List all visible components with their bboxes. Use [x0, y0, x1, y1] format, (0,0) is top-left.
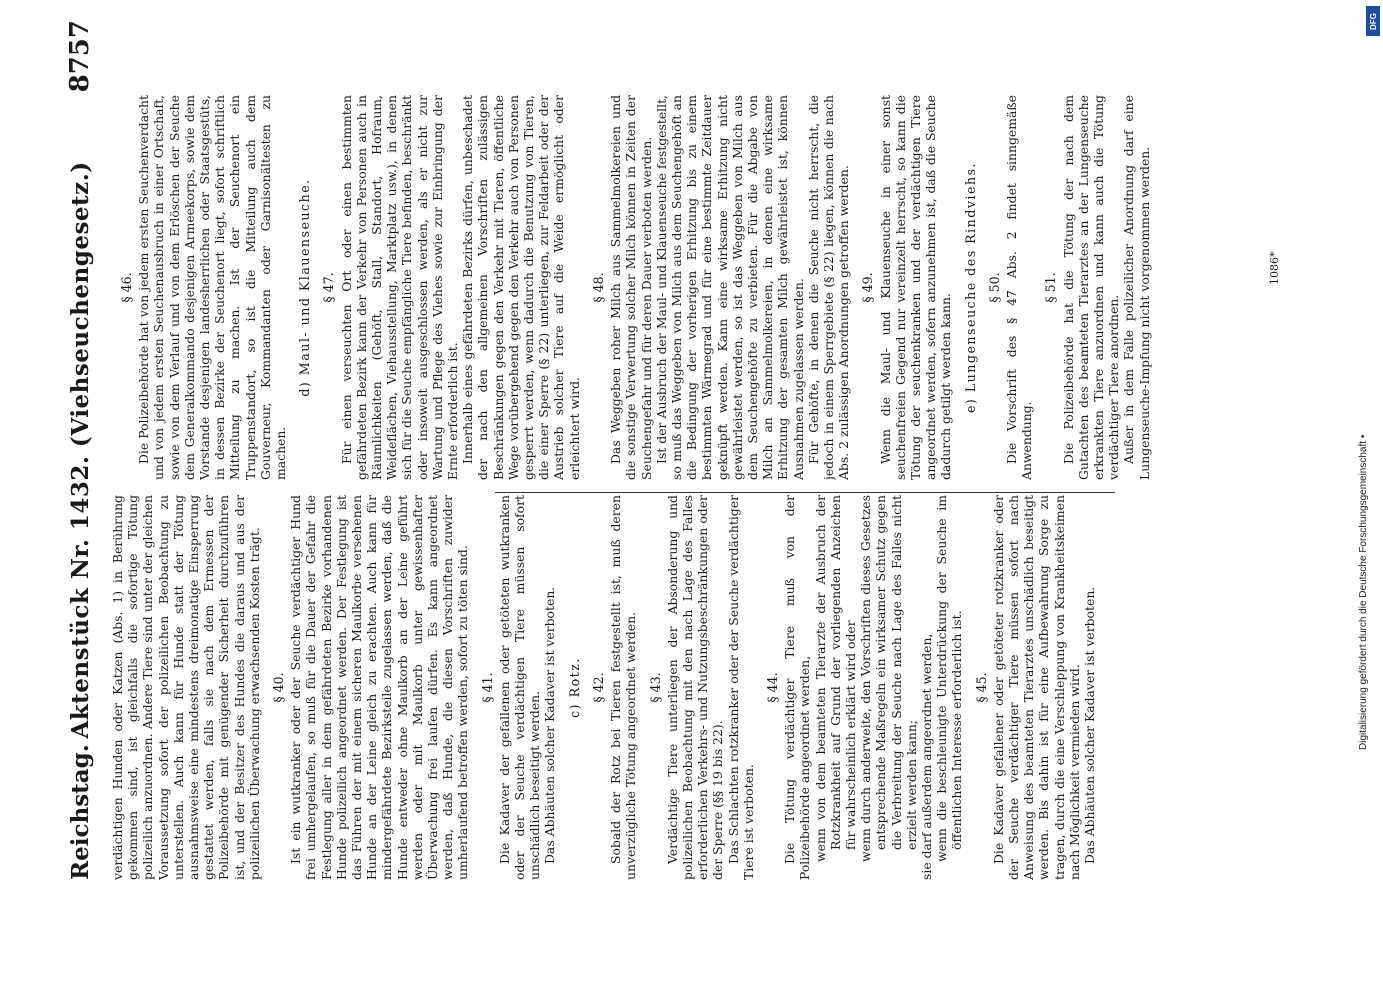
header-left: Reichstag.	[66, 744, 94, 880]
page-header	[60, 20, 100, 880]
paragraph: Ist ein wutkranker oder der Seuche verdächtiger Hund frei umhergelaufen, so muß für die Dauer der Gefahr die Festlegung aller in dem gefährdeten Bezirke vorhandenen Hunde polizeilich angeordnet werden. Der Festlegung ist das Führen der mit einem sicheren Maulkorbe versehenen Hunde an der Leine gleich zu erachten. Auch kann für mindergefährdete Bezirksteile zugelassen werden, daß die Hunde entweder ohne Maulkorb an der Leine geführt werden oder mit Maulkorb unter gewissenhafter Überwachung frei laufen dürfen. Es kann angeordnet werden, daß Hunde, die diesen Vorschriften zuwider umherlaufend betroffen werden, sofort zu töten sind.	[288, 495, 471, 880]
paragraph: Die Kadaver gefallener oder getöteter rotzkranker oder der Seuche verdächtiger Tiere müssen sofort nach Anweisung des beamteten Tierarztes unschädlich beseitigt werden. Bis dahin ist für eine Aufbewahrung Sorge zu tragen, durch die eine Verschleppung von Krankheitskeimen nach Möglichkeit vermieden wird.	[990, 495, 1082, 880]
digitization-note	[1356, 250, 1374, 750]
section-heading: § 42.	[590, 672, 606, 703]
section-heading: § 48.	[590, 272, 606, 303]
section-heading: § 47.	[321, 272, 337, 303]
list-item: wenn die beschleunigte Unterdrückung der Seuche im öffentlichen Interesse erforderlich ist.	[934, 495, 965, 862]
list-item: wenn von dem beamteten Tierarzte der Ausbruch der Rotzkrankheit auf Grund der vorliegenden Anzeichen für wahrscheinlich erklärt wird oder	[812, 495, 858, 862]
subsection-heading: c) Rotz.	[566, 657, 582, 718]
right-column	[110, 95, 1280, 480]
paragraph: Das Abhäuten solcher Kadaver ist verboten.	[542, 586, 558, 864]
paragraph: Die Polizeibehörde hat von jedem ersten Seuchenverdacht und von jedem ersten Seuchenausbruch in einer Ortschaft, sowie von dem Verlauf und von dem Erlöschen der Seuche dem Generalkommando desjenigen Armeekorps, sowie dem Vorstande desjenigen landesherrlichen oder Staatsgestüts, in dessen Bezirke der Seuchenort liegt, sofort schriftlich Mitteilung zu machen. Ist der Seuchenort ein Truppenstandort, so ist die Mitteilung auch dem Gouverneur, Kommandanten oder Garnisonältesten zu machen.	[136, 95, 289, 480]
dfg-logo-text: DFG	[1368, 12, 1378, 30]
paragraph: Innerhalb eines gefährdeten Bezirks dürfen, unbeschadet der nach den allgemeinen Vorschriften zulässigen Beschränkungen gegen den Verkehr mit Tieren, öffentliche Wege vorübergehend gegen den Verkehr auch von Personen gesperrt werden, wenn dadurch die Benutzung von Tieren, die einer Sperre (§ 22) unterliegen, zur Feldarbeit oder der Austrieb solcher Tiere auf die Weide ermöglicht oder erleichtert wird.	[460, 95, 582, 480]
left-column	[110, 495, 1280, 880]
paragraph: Die Vorschrift des § 47 Abs. 2 findet sinngemäße Anwendung.	[1003, 95, 1035, 480]
paragraph: Sobald der Rotz bei Tieren festgestellt ist, muß deren unverzügliche Tötung angeordnet werden.	[608, 495, 639, 880]
list-item: wenn durch anderweite, den Vorschriften dieses Gesetzes entsprechende Maßregeln ein wirksamer Schutz gegen die Verbreitung der Seuche nach Lage des Falles nicht erzielt werden kann;	[858, 495, 919, 862]
paragraph: Die Kadaver der gefallenen oder getöteten wutkranken oder der Seuche verdächtigen Tiere müssen sofort unschädlich beseitigt werden.	[496, 495, 543, 880]
section-heading: § 46.	[119, 272, 134, 303]
dfg-logo-icon	[1366, 6, 1380, 36]
signature-mark: 1086*	[1268, 251, 1281, 285]
paragraph: Für Gehöfte, in denen die Seuche nicht herrscht, die jedoch in einem Sperrgebiete (§ 22) liegen, können die nach Abs. 2 zulässigen Anordnungen getroffen werden.	[805, 95, 852, 480]
paragraph: Außer in dem Falle polizeilicher Anordnung darf eine Lungenseuche-Impfung nicht vorgenommen werden.	[1121, 95, 1152, 480]
paragraph: verdächtigen Hunden oder Katzen (Abs. 1) in Berührung gekommen sind, ist gleichfalls die sofortige Tötung polizeilich anzuordnen. Andere Tiere sind unter der gleichen Voraussetzung sofort der polizeilichen Beobachtung zu unterstellen. Auch kann für Hunde statt der Tötung ausnahmsweise eine mindestens dreimonatige Einsperrung gestattet werden, falls sie nach dem Ermessen der Polizeibehörde mit genügender Sicherheit durchzuführen ist, und der Besitzer des Hundes die daraus und aus der polizeilichen Überwachung erwachsenden Kosten trägt.	[110, 495, 262, 880]
paragraph: Ist der Ausbruch der Maul- und Klauenseuche festgestellt, so muß das Weggeben von Milch aus dem Seuchengehöft an die Bedingung der vorherigen Erhitzung bis zu einem bestimmten Wärmegrad und für eine bestimmte Zeitdauer geknüpft werden. Kann eine wirksame Erhitzung nicht gewährleistet werden, so ist das Weggeben von Milch aus dem Seuchengehöfte zu verbieten. Für die Abgabe von Milch an Sammelmolkereien, in denen eine wirksame Erhitzung der gesamten Milch gewährleistet ist, können Ausnahmen zugelassen werden.	[653, 95, 806, 480]
paragraph: Das Schlachten rotzkranker oder der Seuche verdächtiger Tiere ist verboten.	[725, 495, 756, 880]
digitization-note-text: Digitalisierung gefördert durch die Deutsche Forschungsgemeinschaft •	[1358, 434, 1369, 750]
paragraph: Die Polizeibehörde hat die Tötung der nach dem Gutachten des beamteten Tierarztes an der Lungenseuche erkrankten Tiere anzuordnen und kann auch die Tötung verdächtiger Tiere anordnen.	[1060, 95, 1122, 480]
section-heading: § 41.	[479, 672, 495, 703]
subsection-heading: d) Maul- und Klauenseuche.	[297, 178, 313, 397]
section-heading: § 45.	[973, 672, 989, 703]
section-heading: § 51.	[1043, 272, 1059, 303]
paragraph: Das Weggeben roher Milch aus Sammelmolkereien und die sonstige Verwertung solcher Milch können in Zeiten der Seuchengefahr und für deren Dauer verboten werden.	[608, 95, 654, 480]
paragraph: Verdächtige Tiere unterliegen der Absonderung und polizeilichen Beobachtung mit den nach Lage des Falles erforderlichen Verkehrs- und Nutzungsbeschränkungen oder der Sperre (§§ 19 bis 22).	[664, 495, 726, 880]
section-heading: § 49.	[860, 272, 876, 303]
page-number: 8757	[65, 20, 95, 93]
column-divider	[495, 492, 1115, 493]
paragraph: Die Tötung verdächtiger Tiere muß von der Polizeibehörde angeordnet werden,	[782, 495, 813, 880]
section-heading: § 44.	[764, 672, 780, 703]
section-heading: § 50.	[986, 272, 1002, 303]
header-title: Aktenstück Nr. 1432. (Viehseuchengesetz.)	[66, 161, 94, 739]
section-heading: § 40.	[271, 672, 287, 703]
subsection-heading: e) Lungenseuche des Rindviehs.	[962, 161, 978, 414]
paragraph: Wenn die Maul- und Klauenseuche in einer sonst seuchenfreien Gegend nur vereinzelt herrscht, so kann die Tötung der seuchenkranken und der verdächtigen Tiere angeordnet werden, sofern anzunehmen ist, daß die Seuche dadurch getilgt werden kann.	[877, 95, 954, 480]
paragraph: sie darf außerdem angeordnet werden,	[918, 633, 934, 880]
paragraph: Das Abhäuten solcher Kadaver ist verboten.	[1081, 586, 1097, 864]
section-heading: § 43.	[647, 672, 663, 703]
paragraph: Für einen verseuchten Ort oder einen bestimmten gefährdeten Bezirk kann der Verkehr von Personen auch in Räumlichkeiten (Gehöft, Stall, Standort, Hofraum, Weideflächen, Viehausstellung, Marktplatz usw.), in denen sich für die Seuche empfängliche Tiere befinden, beschränkt oder insoweit ausgeschlossen werden, als er nicht zur Wartung und Pflege des Viehes sowie zur Einbringung der Ernte erforderlich ist.	[338, 95, 461, 480]
